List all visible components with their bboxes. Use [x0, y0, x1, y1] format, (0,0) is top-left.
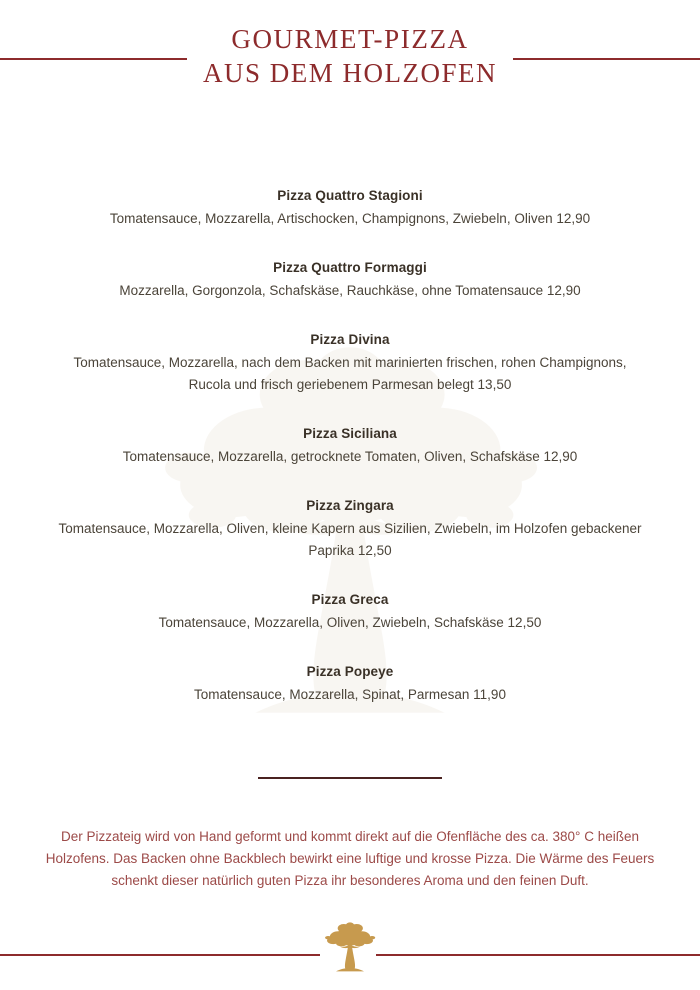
footer-rule-left [0, 954, 320, 956]
menu-item-description: Tomatensauce, Mozzarella, getrocknete Tomaten, Oliven, Schafskäse 12,90 [122, 449, 578, 464]
header-rule-right [490, 58, 700, 60]
menu-item [0, 590, 700, 634]
menu-item-description: Tomatensauce, Mozzarella, nach dem Backen mit marinierten frischen, rohen Champignons, Rucola und frisch geriebenem Parmesan belegt 13,50 [73, 355, 627, 392]
menu-item-name: Pizza Quattro Stagioni [277, 188, 423, 203]
menu-list [0, 186, 700, 706]
menu-item [0, 330, 700, 396]
section-divider [258, 777, 442, 779]
menu-item-description: Tomatensauce, Mozzarella, Artischocken, Champignons, Zwiebeln, Oliven 12,90 [109, 211, 591, 226]
menu-item-name: Pizza Divina [310, 332, 390, 347]
page-title [187, 22, 513, 90]
footer-note: Der Pizzateig wird von Hand geformt und kommt direkt auf die Ofenfläche des ca. 380° C heißen Holzofens. Das Backen ohne Backblech bewirkt eine luftige und krosse Pizza. Die Wärme des Feuers schenkt dieser natürlich guten Pizza ihr besonderes Aroma und den feinen Duft. [45, 829, 655, 888]
header-rule-left [0, 58, 208, 60]
menu-item-name: Pizza Greca [311, 592, 389, 607]
menu-item-name: Pizza Popeye [306, 664, 394, 679]
footer-rule-right [376, 954, 700, 956]
page-title-line-1: GOURMET-PIZZA [231, 24, 469, 54]
menu-item [0, 258, 700, 302]
menu-item-name: Pizza Zingara [306, 498, 394, 513]
page-title-line-2: AUS DEM HOLZOFEN [203, 58, 497, 88]
menu-item-description: Tomatensauce, Mozzarella, Oliven, kleine Kapern aus Sizilien, Zwiebeln, im Holzofen gebackener Paprika 12,50 [58, 521, 642, 558]
page-header [0, 22, 700, 90]
menu-item-name: Pizza Quattro Formaggi [273, 260, 427, 275]
menu-item-description: Tomatensauce, Mozzarella, Oliven, Zwiebeln, Schafskäse 12,50 [158, 615, 542, 630]
olive-tree-logo-icon [322, 916, 378, 974]
menu-item [0, 424, 700, 468]
menu-item-name: Pizza Siciliana [303, 426, 397, 441]
menu-item [0, 662, 700, 706]
menu-item [0, 186, 700, 230]
menu-item-description: Mozzarella, Gorgonzola, Schafskäse, Rauchkäse, ohne Tomatensauce 12,90 [119, 283, 581, 298]
menu-item-description: Tomatensauce, Mozzarella, Spinat, Parmesan 11,90 [194, 687, 506, 702]
menu-item [0, 496, 700, 562]
